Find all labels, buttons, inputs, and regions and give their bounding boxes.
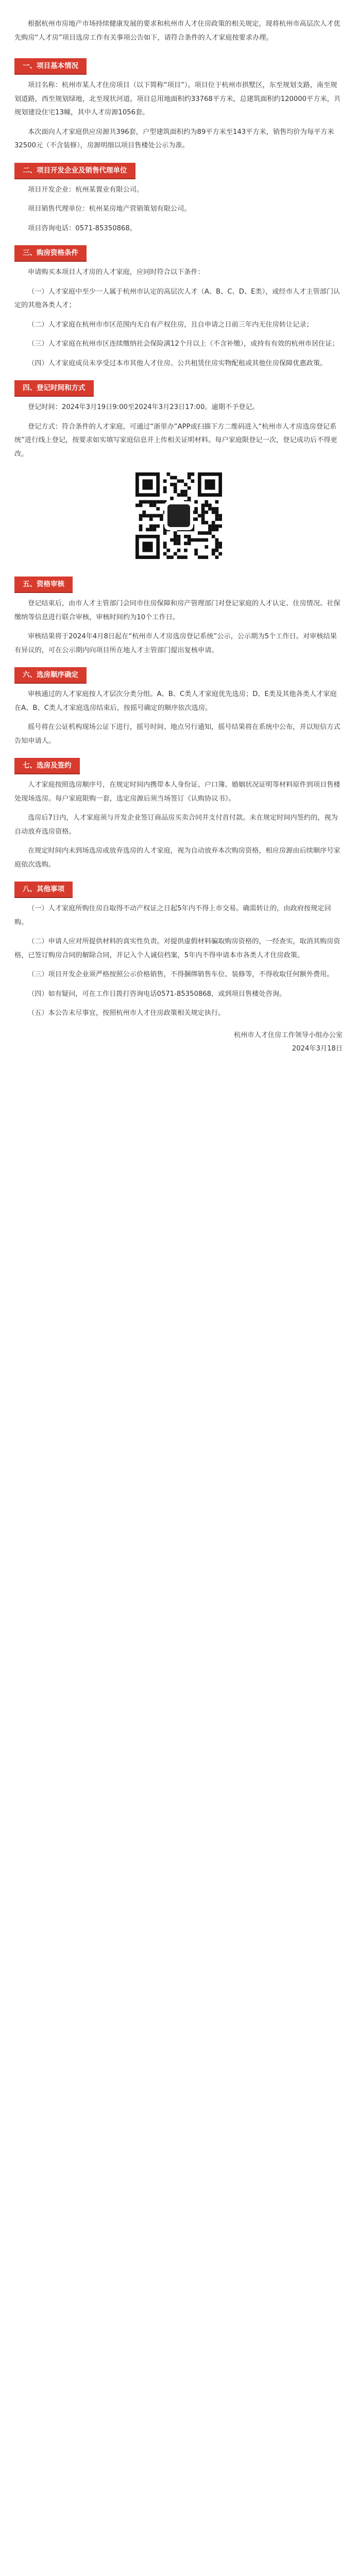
signature-date: 2024年3月18日 — [292, 1045, 343, 1053]
sections-container — [14, 54, 343, 1021]
signature-block — [14, 1029, 343, 1056]
section-7 — [14, 754, 343, 872]
section-1 — [14, 54, 343, 153]
section-heading: 六、选房顺序确定 — [14, 667, 87, 683]
section-heading: 四、登记时间和方式 — [14, 380, 94, 396]
signature-org: 杭州市人才住房工作领导小组办公室 — [234, 1031, 343, 1039]
section-paragraph: （四）人才家庭成员未享受过本市其他人才住房、公共租赁住房实物配租或其他住房保障优惠政策。 — [28, 359, 327, 367]
intro-paragraph: 根据杭州市房地产市场持续健康发展的要求和杭州市人才住房政策的相关规定，现将杭州市高层次人才优先购房“人才房”项目选房工作有关事项公告如下，请符合条件的人才家庭按要求办理。 — [14, 20, 341, 42]
section-paragraph: 本次面向人才家庭供应房源共396套，户型建筑面积约为89平方米至143平方米，销售均价为每平方米32500元（不含装修），房源明细以项目售楼处公示为准。 — [14, 128, 334, 149]
section-5 — [14, 572, 343, 657]
section-paragraph: 项目名称：杭州市某人才住房项目（以下简称“项目”）。项目位于杭州市拱墅区，东至规划支路，南至规划道路，西至规划绿地，北至现状河道。项目总用地面积约33768平方米，总建筑面积约120000平方米，共规划建设住宅13幢，其中人才房源1056套。 — [14, 81, 341, 116]
section-heading: 七、选房及签约 — [14, 758, 80, 773]
section-paragraph: （一）人才家庭所购住房自取得不动产权证之日起5年内不得上市交易。确需转让的，由政府按规定回购。 — [14, 905, 331, 926]
section-6 — [14, 663, 343, 748]
section-paragraph: 登记结束后，由市人才主管部门会同市住房保障和房产管理部门对登记家庭的人才认定、住房情况、社保缴纳等信息进行联合审核，审核时间约为10个工作日。 — [14, 600, 341, 621]
qr-logo-mark — [167, 504, 190, 527]
section-paragraph: （三）人才家庭在杭州市区连续缴纳社会保险满12个月以上（不含补缴），或持有有效的杭州市居住证； — [28, 340, 339, 348]
section-3 — [14, 241, 343, 370]
section-heading: 三、购房资格条件 — [14, 245, 87, 261]
section-2 — [14, 159, 343, 236]
registration-qr-code[interactable] — [135, 472, 222, 559]
qr-logo-icon — [164, 501, 193, 530]
section-paragraph: 审核通过的人才家庭按人才层次分类分组。A、B、C类人才家庭优先选房；D、E类及其他各类人才家庭在A、B、C类人才家庭选房结束后，按摇号确定的顺序依次选房。 — [14, 690, 337, 712]
section-paragraph: 审核结果将于2024年4月8日起在“杭州市人才房选房登记系统”公示，公示期为5个工作日。对审核结果有异议的，可在公示期内向项目所在地人才主管部门提出复核申请。 — [14, 633, 337, 654]
section-paragraph: 申请购买本项目人才房的人才家庭，应同时符合以下条件： — [28, 268, 205, 276]
section-8 — [14, 877, 343, 1021]
section-heading: 二、项目开发企业及销售代理单位 — [14, 163, 135, 178]
section-paragraph: 登记时间：2024年3月19日9:00至2024年3月23日17:00。逾期不予登记。 — [28, 403, 259, 411]
section-paragraph: 项目开发企业：杭州某置业有限公司。 — [28, 185, 144, 194]
section-heading: 一、项目基本情况 — [14, 58, 87, 74]
qr-code-row — [14, 472, 343, 559]
section-heading: 八、其他事项 — [14, 882, 73, 897]
section-paragraph: （四）如有疑问，可在工作日拨打咨询电话0571-85350868，或到项目售楼处咨询。 — [28, 990, 286, 998]
section-paragraph: 在规定时间内未到场选房或放弃选房的人才家庭，视为自动放弃本次购房资格，相应房源由后续顺序号家庭依次选购。 — [14, 847, 341, 869]
section-paragraph: 选房后7日内，人才家庭须与开发企业签订商品房买卖合同并支付首付款。未在规定时间内签约的，视为自动放弃选房资格。 — [14, 814, 338, 836]
section-paragraph: （三）项目开发企业须严格按照公示价格销售，不得捆绑销售车位、装修等，不得收取任何额外费用。 — [28, 971, 334, 978]
section-paragraph: （五）本公告未尽事宜，按照杭州市人才住房政策相关规定执行。 — [28, 1009, 225, 1017]
section-paragraph: 项目咨询电话：0571-85350868。 — [28, 224, 137, 232]
section-paragraph: （一）人才家庭中至少一人属于杭州市认定的高层次人才（A、B、C、D、E类），或经市人才主管部门认定的其他各类人才； — [14, 287, 341, 309]
section-paragraph: 摇号将在公证机构现场公证下进行，摇号时间、地点另行通知，摇号结果将在系统中公布，并以短信方式告知申请人。 — [14, 723, 341, 745]
section-paragraph: 登记方式：符合条件的人才家庭，可通过“浙里办”APP或扫描下方二维码进入“杭州市人才房选房登记系统”进行线上登记，按要求如实填写家庭信息并上传相关证明材料。每户家庭限登记一次，登记成功后不得更改。 — [14, 422, 337, 458]
section-paragraph: （二）人才家庭在杭州市市区范围内无自有产权住房，且自申请之日前三年内无住房转让记录； — [28, 320, 313, 329]
section-paragraph: （二）申请人应对所提供材料的真实性负责。对提供虚假材料骗取购房资格的，一经查实，取消其购房资格，已签订购房合同的解除合同，并记入个人诚信档案，5年内不得申请本市各类人才住房政策。 — [14, 938, 341, 959]
section-paragraph: 人才家庭按照选房顺序号，在规定时间内携带本人身份证、户口簿、婚姻状况证明等材料原件到项目售楼处现场选房。每户家庭限购一套，选定房源后须当场签订《认购协议书》。 — [14, 781, 341, 803]
section-paragraph: 项目销售代理单位：杭州某房地产营销策划有限公司。 — [28, 205, 191, 213]
section-heading: 五、资格审核 — [14, 577, 73, 592]
section-4 — [14, 376, 343, 559]
